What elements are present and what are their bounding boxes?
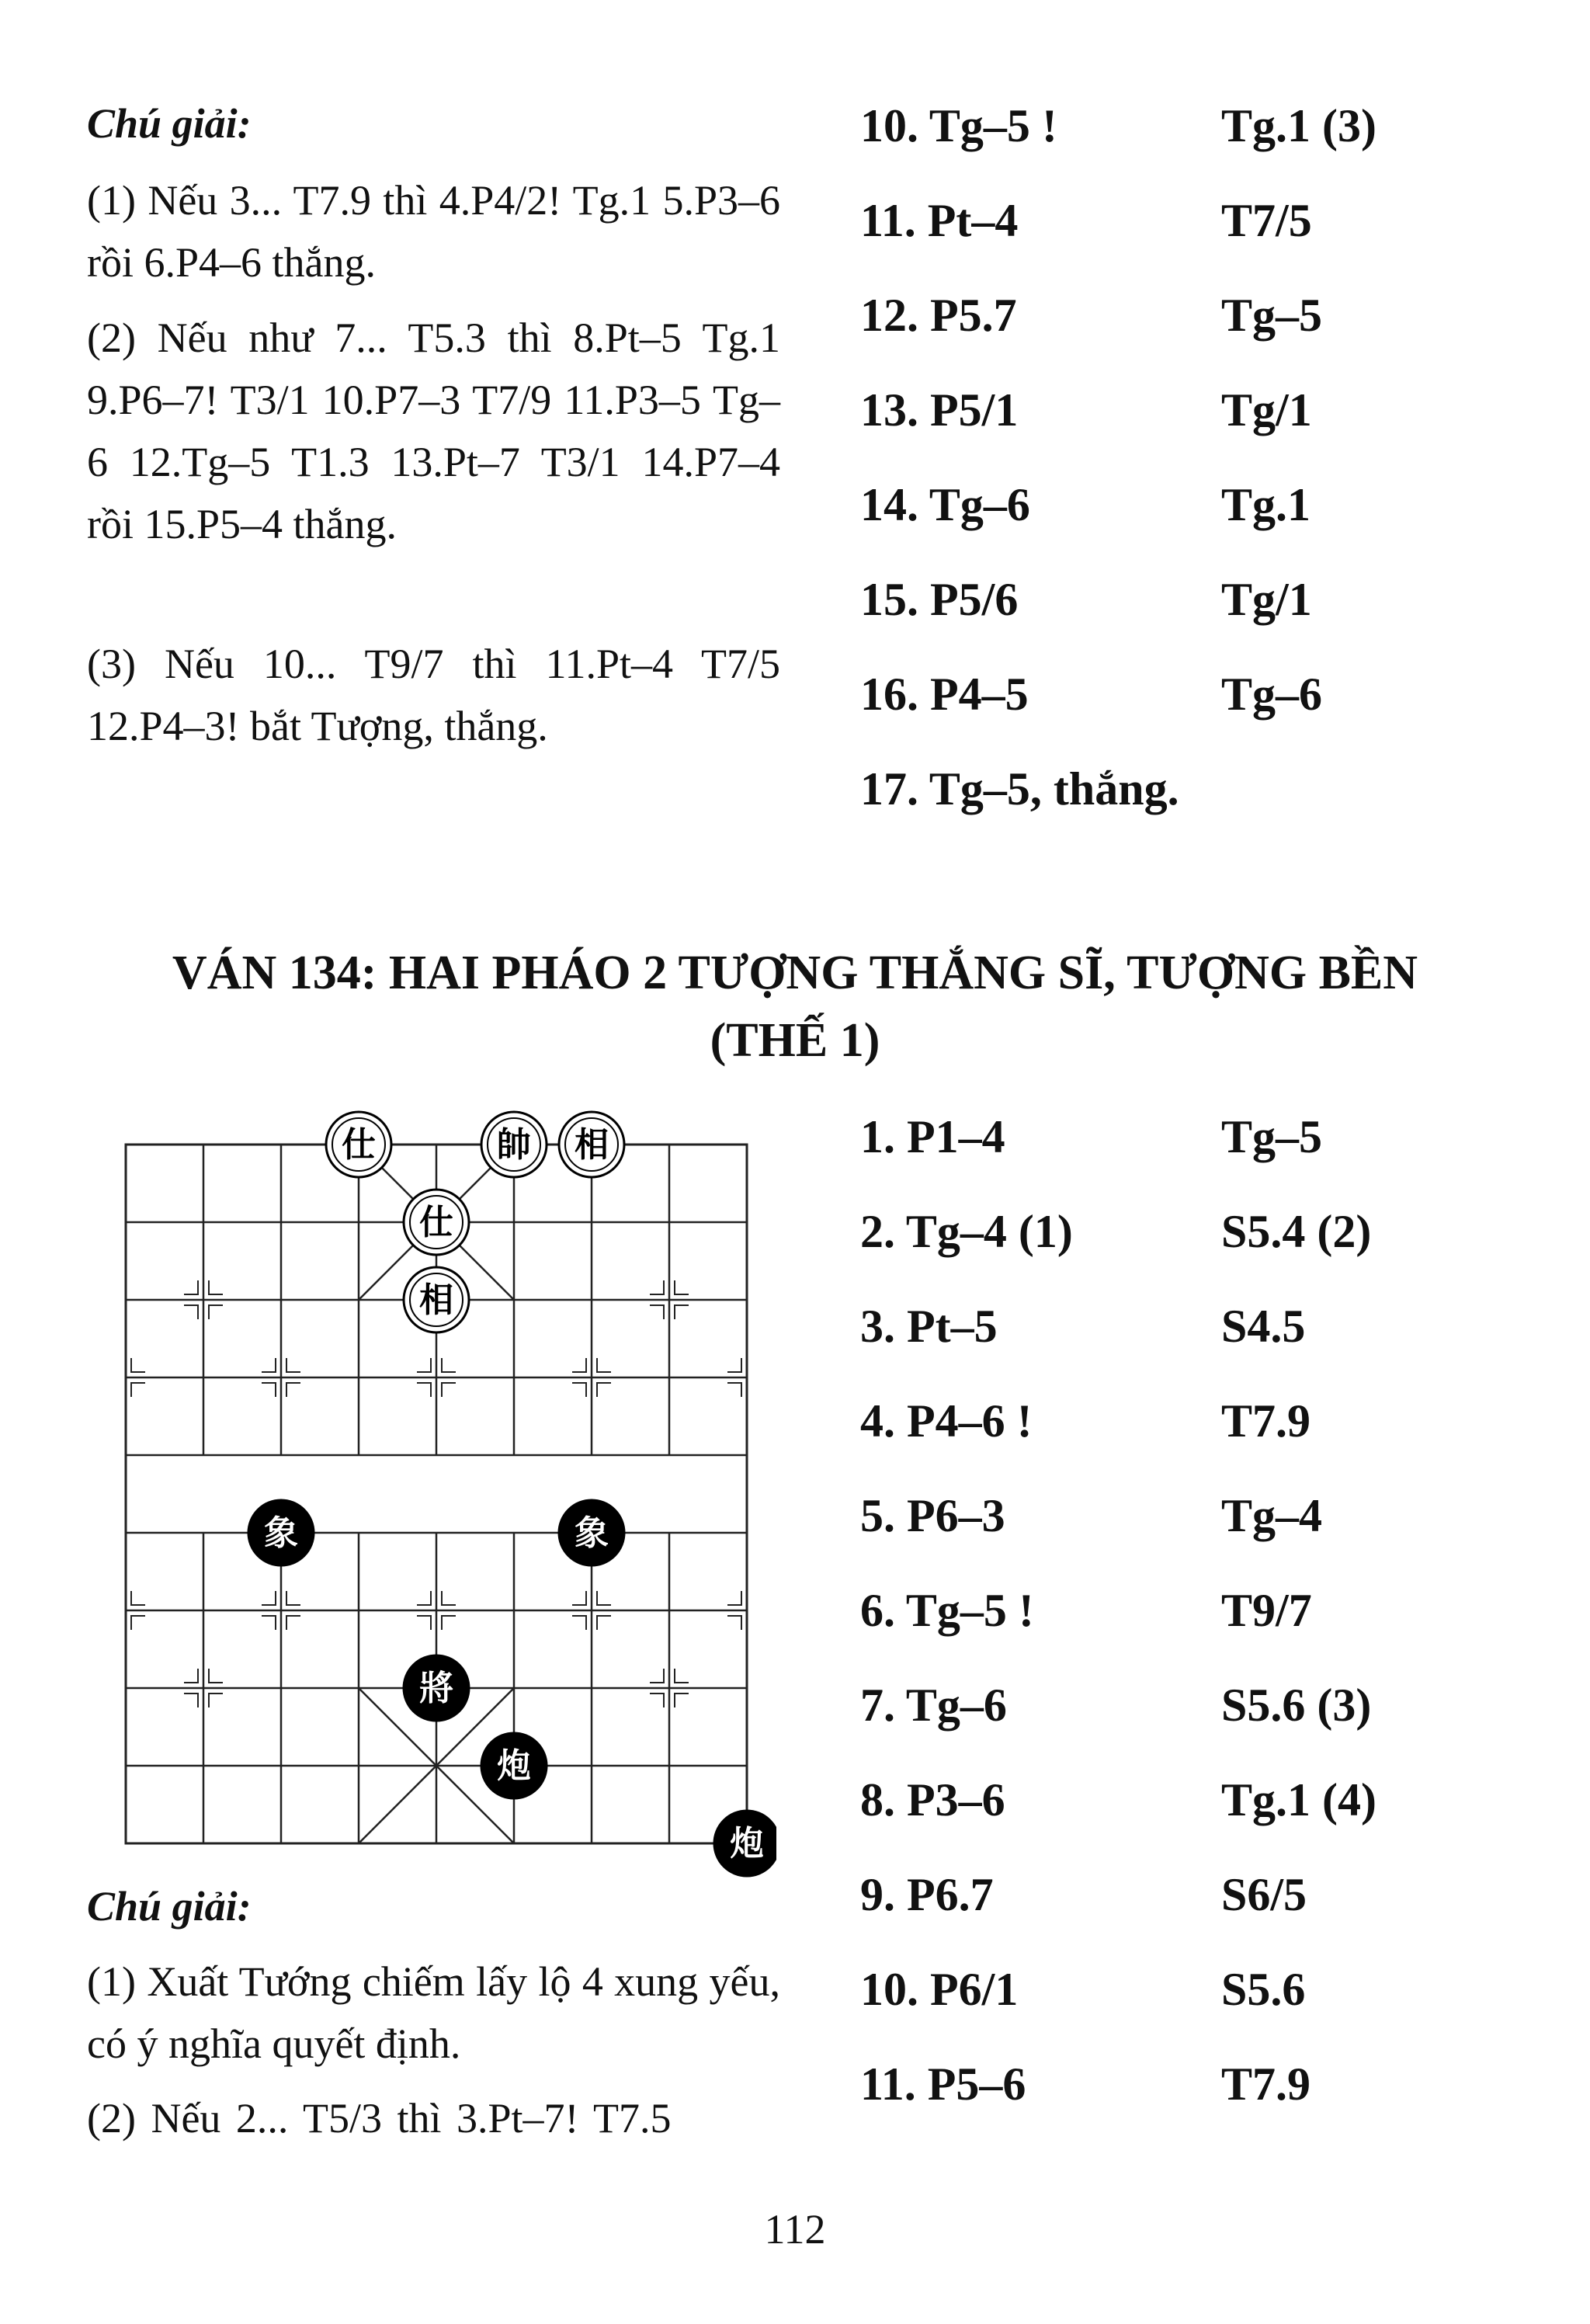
move-white: 10. Tg–5 ! [860, 100, 1057, 151]
piece-king-red [481, 1112, 547, 1177]
position-marker [597, 1383, 611, 1397]
game-move-row [860, 1395, 1559, 1449]
piece-elephant-red-1 [559, 1112, 624, 1177]
move-black: T7.9 [1221, 2058, 1311, 2110]
move-white: 13. P5/1 [860, 384, 1019, 436]
position-marker [131, 1616, 145, 1630]
piece-label: 仕 [342, 1125, 376, 1165]
move-black: Tg–6 [1221, 669, 1323, 720]
position-marker [262, 1616, 276, 1630]
game-move-row [860, 1205, 1559, 1259]
game-move-row [860, 1963, 1559, 2017]
piece-label: 將 [419, 1669, 453, 1708]
move-white: 16. P4–5 [860, 669, 1029, 720]
piece-elephant-red-2 [404, 1267, 469, 1332]
piece-label: 相 [575, 1125, 609, 1165]
move-white: 14. Tg–6 [860, 479, 1030, 530]
position-marker [286, 1358, 300, 1372]
move-black: S5.6 (3) [1221, 1680, 1372, 1731]
piece-cannon-black-2 [714, 1811, 776, 1876]
position-marker [131, 1358, 145, 1372]
piece-label: 象 [575, 1513, 609, 1553]
note-1-top: (1) Nếu 3... T7.9 thì 4.P4/2! Tg.1 5.P3–6 rồi 6.P4–6 thắng. [87, 177, 780, 286]
position-marker [417, 1616, 431, 1630]
notes-title-top: Chú giải: [87, 100, 252, 147]
piece-label: 炮 [497, 1746, 531, 1786]
piece-elephant-black-1 [248, 1500, 314, 1565]
position-marker [650, 1280, 664, 1294]
move-white: 12. P5.7 [860, 290, 1017, 341]
position-marker [597, 1358, 611, 1372]
game-move-row [860, 1110, 1559, 1165]
move-white: 6. Tg–5 ! [860, 1585, 1034, 1636]
piece-label: 帥 [497, 1125, 531, 1165]
move-black: Tg.1 (3) [1221, 100, 1376, 151]
position-marker [417, 1358, 431, 1372]
game-move-row [860, 2058, 1559, 2112]
move-black: T7/5 [1221, 195, 1312, 246]
page-number: 112 [764, 2206, 826, 2253]
position-marker [442, 1383, 456, 1397]
xiangqi-board [101, 1101, 776, 1893]
position-marker [572, 1358, 586, 1372]
position-marker [727, 1383, 741, 1397]
note-1-bottom: (1) Xuất Tướng chiếm lấy lộ 4 xung yếu, có ý nghĩa quyết định. [87, 1958, 780, 2067]
position-marker [262, 1358, 276, 1372]
position-marker [675, 1280, 689, 1294]
top-move-row [860, 384, 1559, 438]
move-black: T7.9 [1221, 1395, 1311, 1447]
position-marker [442, 1591, 456, 1605]
move-black: Tg.1 [1221, 479, 1311, 530]
game-move-row [860, 1868, 1559, 1923]
move-black: S5.4 (2) [1221, 1206, 1372, 1257]
note-2-top: (2) Nếu như 7... T5.3 thì 8.Pt–5 Tg.1 9.P6–7! T3/1 10.P7–3 T7/9 11.P3–5 Tg–6 12.Tg–5 T1.3 13.Pt–7 T3/1 14.P7–4 rồi 15.P5–4 thắng. [87, 314, 780, 547]
piece-cannon-black-1 [481, 1733, 547, 1798]
position-marker [184, 1280, 198, 1294]
position-marker [650, 1693, 664, 1707]
top-move-row [860, 763, 1559, 817]
move-black: S4.5 [1221, 1301, 1306, 1352]
move-white: 1. P1–4 [860, 1111, 1005, 1162]
move-black: Tg/1 [1221, 574, 1312, 625]
position-marker [286, 1383, 300, 1397]
position-marker [727, 1358, 741, 1372]
move-black: Tg–5 [1221, 1111, 1323, 1162]
position-marker [262, 1591, 276, 1605]
note-2-bottom: (2) Nếu 2... T5/3 thì 3.Pt–7! T7.5 [87, 2095, 672, 2142]
piece-king-black [404, 1655, 469, 1721]
piece-label: 相 [419, 1280, 453, 1320]
game-subtitle: (THẾ 1) [710, 1014, 880, 1067]
move-white: 9. P6.7 [860, 1869, 994, 1920]
note-3-top: (3) Nếu 10... T9/7 thì 11.Pt–4 T7/5 12.P4–3! bắt Tượng, thắng. [87, 641, 780, 749]
move-black: Tg/1 [1221, 384, 1312, 436]
game-title: VÁN 134: HAI PHÁO 2 TƯỢNG THẮNG SĨ, TƯỢNG BỀN [172, 947, 1418, 999]
piece-label: 炮 [730, 1824, 764, 1864]
game-move-row [860, 1300, 1559, 1354]
position-marker [131, 1591, 145, 1605]
position-marker [597, 1616, 611, 1630]
position-marker [597, 1591, 611, 1605]
move-black: S6/5 [1221, 1869, 1307, 1920]
position-marker [572, 1591, 586, 1605]
move-white: 11. P5–6 [860, 2058, 1026, 2110]
move-white: 15. P5/6 [860, 574, 1019, 625]
piece-label: 仕 [419, 1203, 453, 1242]
position-marker [572, 1616, 586, 1630]
position-marker [209, 1669, 223, 1683]
position-marker [184, 1693, 198, 1707]
piece-advisor-red-2 [404, 1190, 469, 1255]
top-move-row [860, 194, 1559, 248]
move-white: 7. Tg–6 [860, 1680, 1007, 1731]
move-black: T9/7 [1221, 1585, 1312, 1636]
position-marker [675, 1693, 689, 1707]
move-white: 4. P4–6 ! [860, 1395, 1033, 1447]
move-white: 5. P6–3 [860, 1490, 1005, 1541]
position-marker [675, 1669, 689, 1683]
move-white: 2. Tg–4 (1) [860, 1206, 1073, 1257]
move-black: Tg–5 [1221, 290, 1323, 341]
position-marker [286, 1591, 300, 1605]
piece-label: 象 [264, 1513, 298, 1553]
position-marker [442, 1616, 456, 1630]
position-marker [209, 1280, 223, 1294]
game-move-row [860, 1489, 1559, 1544]
move-black: Tg.1 (4) [1221, 1774, 1376, 1826]
position-marker [417, 1591, 431, 1605]
position-marker [417, 1383, 431, 1397]
position-marker [209, 1693, 223, 1707]
position-marker [442, 1358, 456, 1372]
move-white: 17. Tg–5, thắng. [860, 763, 1179, 815]
position-marker [209, 1305, 223, 1319]
position-marker [184, 1305, 198, 1319]
piece-elephant-black-2 [559, 1500, 624, 1565]
position-marker [650, 1305, 664, 1319]
top-move-row [860, 573, 1559, 627]
position-marker [262, 1383, 276, 1397]
position-marker [650, 1669, 664, 1683]
move-white: 8. P3–6 [860, 1774, 1005, 1826]
piece-advisor-red-1 [326, 1112, 391, 1177]
top-move-row [860, 289, 1559, 343]
top-move-row [860, 99, 1559, 154]
notes-title-bottom: Chú giải: [87, 1883, 252, 1930]
position-marker [675, 1305, 689, 1319]
game-move-row [860, 1773, 1559, 1828]
position-marker [131, 1383, 145, 1397]
game-move-row [860, 1679, 1559, 1733]
top-move-row [860, 668, 1559, 722]
moves-list-game [860, 1110, 1559, 2135]
position-marker [727, 1616, 741, 1630]
game-move-row [860, 1584, 1559, 1638]
position-marker [572, 1383, 586, 1397]
move-black: Tg–4 [1221, 1490, 1323, 1541]
position-marker [727, 1591, 741, 1605]
position-marker [184, 1669, 198, 1683]
move-white: 11. Pt–4 [860, 195, 1019, 246]
move-white: 3. Pt–5 [860, 1301, 998, 1352]
move-black: S5.6 [1221, 1964, 1306, 2015]
move-white: 10. P6/1 [860, 1964, 1019, 2015]
moves-list-top [860, 99, 1559, 829]
position-marker [286, 1616, 300, 1630]
top-move-row [860, 478, 1559, 533]
